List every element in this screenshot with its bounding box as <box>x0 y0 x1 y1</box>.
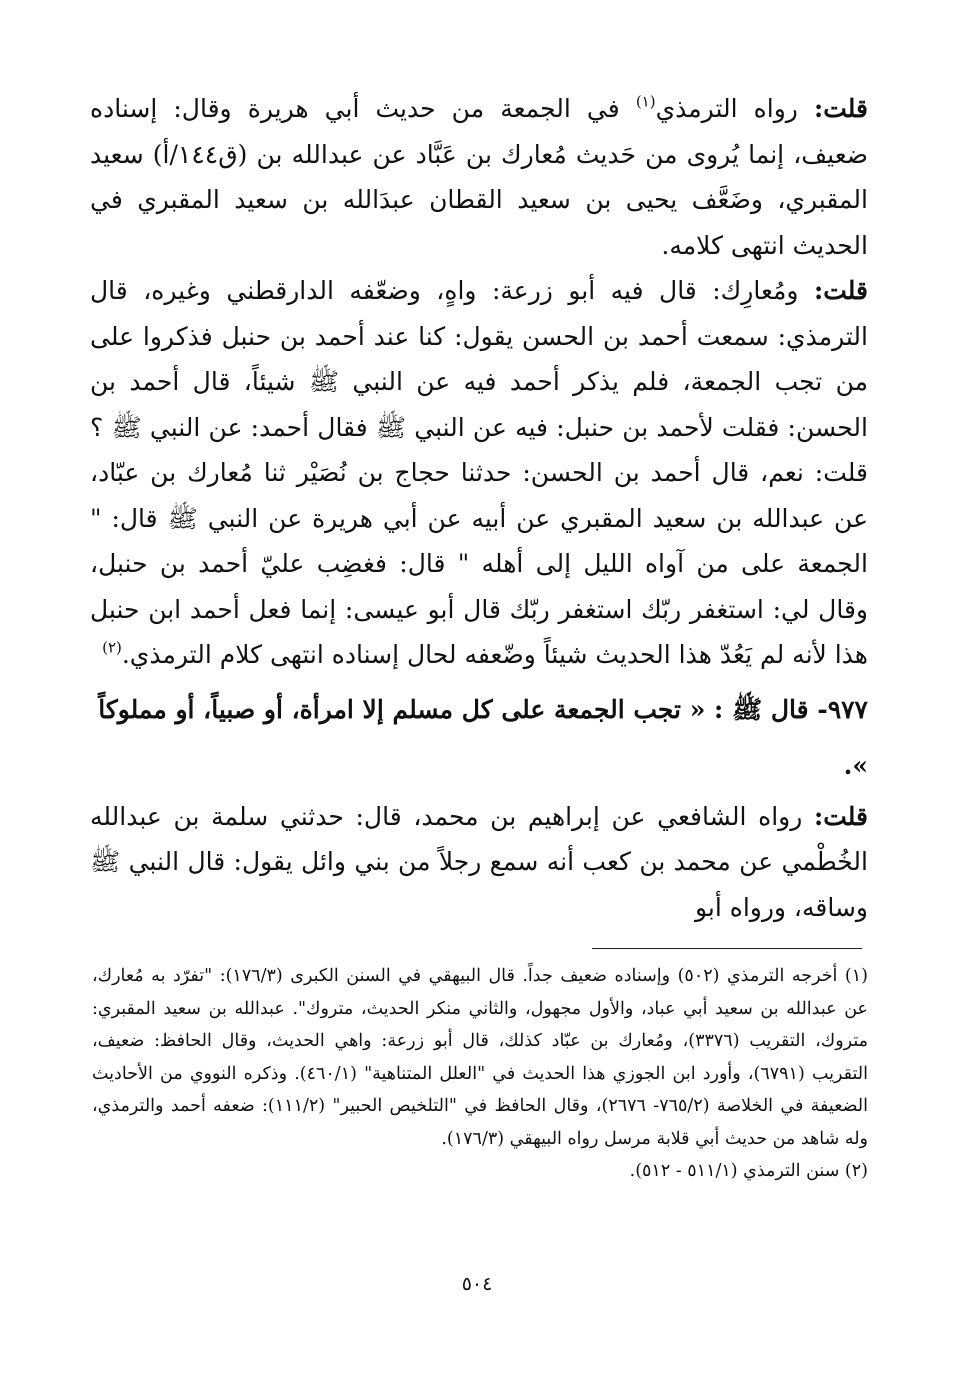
qultu-keyword: قلت: <box>813 94 868 123</box>
paragraph-1-text-b: في الجمعة من حديث أبي هريرة وقال: إسناده ضعيف، إنما يُروى من حَديث مُعارك بن عَبَّاد عن عبدالله بن (ق١٤٤/أ) سعيد المقبري، وضَعَّف يحيى بن سعيد القطان عبدَالله بن سعيد المقبري في الحديث انتهى كلامه. <box>90 94 868 260</box>
paragraph-2-text: ومُعارِك: قال فيه أبو زرعة: واهٍ، وضعّفه الدارقطني وغيره، قال الترمذي: سمعت أحمد بن الحسن يقول: كنا عند أحمد بن حنبل فذكروا على من تجب الجمعة، فلم يذكر أحمد فيه عن النبي ﷺ شيئاً، قال أحمد بن الحسن: فقلت لأحمد بن حنبل: فيه عن النبي ﷺ فقال أحمد: عن النبي ﷺ ؟ قلت: نعم، قال أحمد بن الحسن: حدثنا حجاج بن نُصَيْر ثنا مُعارك بن عبّاد، عن عبدالله بن سعيد المقبري عن أبيه عن أبي هريرة عن النبي ﷺ قال: " الجمعة على من آواه الليل إلى أهله " قال: فغضِب عليّ أحمد بن حنبل، وقال لي: استغفر ربّك استغفر ربّك قال أبو عيسى: إنما فعل أحمد ابن حنبل هذا لأنه لم يَعُدّ هذا الحديث شيئاً وضّعفه لحال إسناده انتهى كلام الترمذي. <box>90 276 868 669</box>
hadith-heading: ٩٧٧- قال ﷺ : « تجب الجمعة على كل مسلم إلا امرأة، أو صبياً، أو مملوكاً ». <box>98 694 868 780</box>
footnote-2: (٢) سنن الترمذي (٥١١/١ - ٥١٢). <box>629 1161 868 1181</box>
footnotes <box>92 960 868 1188</box>
paragraph-1-text-a: رواه الترمذي <box>655 94 798 123</box>
footnote-1: (١) أخرجه الترمذي (٥٠٢) وإسناده ضعيف جداً. قال البيهقي في السنن الكبرى (١٧٦/٣): "تفرّد به مُعارك، عن عبدالله بن سعيد أبي عباد، والأول مجهول، والثاني منكر الحديث، متروك". عبدالله بن سعيد المقبري: متروك، التقريب (٣٣٧٦)، ومُعارك بن عبّاد كذلك، قال أبو زرعة: واهي الحديث، وقال الحافظ: ضعيف، التقريب (٦٧٩١)، وأورد ابن الجوزي هذا الحديث في "العلل المتناهية" (٤٦٠/١). وذكره النووي من الأحاديث الضعيفة في الخلاصة (٧٦٥/٢- ٢٦٧٦)، وقال الحافظ في "التلخيص الحبير" (١١١/٢): ضعفه أحمد والترمذي، وله شاهد من حديث أبي قلابة مرسل رواه البيهقي (١٧٦/٣). <box>92 966 869 1149</box>
qultu-keyword: قلت: <box>813 801 868 831</box>
paragraph-1 <box>90 86 868 268</box>
footnote-separator <box>592 948 862 949</box>
page-number: ٥٠٤ <box>461 1273 493 1295</box>
paragraph-3 <box>90 794 868 931</box>
footnote-ref-2: (٢) <box>102 638 122 657</box>
main-text <box>90 86 868 930</box>
footnote-ref-1: (١) <box>635 92 656 111</box>
qultu-keyword: قلت: <box>814 276 869 305</box>
paragraph-3-text: رواه الشافعي عن إبراهيم بن محمد، قال: حدثني سلمة بن عبدالله الخُطْمي عن محمد بن كعب أنه سمع رجلاً من بني وائل يقول: قال النبي ﷺ وساقه، ورواه أبو <box>90 801 868 922</box>
paragraph-2 <box>90 268 868 678</box>
